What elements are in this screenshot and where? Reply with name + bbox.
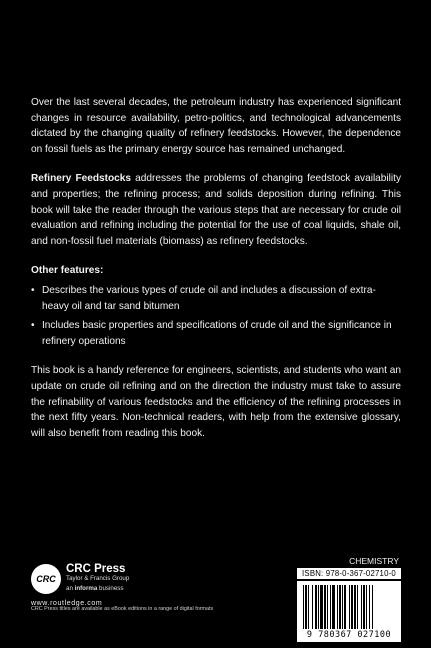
publisher-group: Taylor & Francis Group (66, 575, 130, 582)
barcode-bar (324, 585, 326, 629)
barcode-bar (354, 585, 356, 629)
barcode-bar (361, 585, 362, 629)
barcode-bar (369, 585, 370, 629)
barcode-bar (332, 585, 335, 629)
bullet-icon: • (31, 284, 35, 296)
back-cover-text (31, 95, 401, 455)
intro-paragraph: Over the last several decades, the petroleum industry has experienced significant changes in resource availability, petro-politics, and technological advancements dictated by the changing quality of refinery feedstocks. However, the dependence on fossil fuels as the primary energy source has remained unchanged. (31, 97, 401, 155)
subject-category: CHEMISTRY (349, 556, 399, 566)
isbn-label: ISBN: 978-0-367-02710-0 (297, 568, 401, 579)
barcode-area (297, 556, 401, 642)
crc-logo-icon: CRC (31, 564, 61, 594)
barcode-bar (351, 585, 353, 629)
list-item (31, 318, 401, 349)
audience-paragraph: This book is a handy reference for engineers, scientists, and students who want an update on crude oil refining and on the direction the industry must take to assure the refinability of various feedstocks and the efficiency of the refining processes in the next fifty years. Non-technical readers, with help from the extensive glossary, will also benefit from reading this book. (31, 365, 401, 439)
barcode-bar (330, 585, 331, 629)
ebook-note: CRC Press titles are available as eBook editions in a range of digital formats (31, 606, 214, 612)
barcode-bar (372, 585, 373, 629)
barcode-graphic (301, 585, 397, 629)
description-paragraph (31, 171, 401, 249)
barcode-bar (363, 585, 365, 629)
barcode-bar (357, 585, 358, 629)
barcode-bars-icon (300, 585, 398, 629)
publisher-block (31, 564, 251, 607)
publisher-name: CRC Press (66, 563, 126, 575)
feature-text: Includes basic properties and specifications of crude oil and the significance in refinery operations (42, 320, 392, 347)
barcode-bar (342, 585, 343, 629)
barcode-bar (327, 585, 328, 629)
list-item (31, 283, 401, 314)
barcode-bar (318, 585, 319, 629)
features-heading: Other features: (31, 265, 104, 277)
barcode-bar (305, 585, 307, 629)
publisher-logo (31, 564, 251, 594)
barcode-bar (308, 585, 309, 629)
bullet-icon: • (31, 320, 35, 332)
barcode (297, 581, 401, 642)
barcode-bar (366, 585, 367, 629)
features-list (31, 283, 401, 349)
barcode-digits: 9 780367 027100 (306, 630, 392, 640)
barcode-bar (344, 585, 346, 629)
barcode-bar (303, 585, 304, 629)
barcode-bar (315, 585, 317, 629)
book-title-inline: Refinery Feedstocks (31, 173, 132, 185)
feature-text: Describes the various types of crude oil and includes a discussion of extra-heavy oil and tar sand bitumen (42, 284, 376, 312)
barcode-bar (320, 585, 323, 629)
publisher-business: an informa business (66, 585, 124, 592)
barcode-bar (337, 585, 338, 629)
barcode-bar (312, 585, 313, 629)
description-text: addresses the problems of changing feedstock availability and properties; the refining process; and solids deposition during refining. This book will take the reader through the various steps that are necessary for crude oil evaluation and refining including the potential for the use of coal liquids, shale oil, and non-fossil fuel materials (biomass) as refinery feedstocks. (31, 173, 401, 247)
barcode-bar (349, 585, 350, 629)
barcode-bar (339, 585, 341, 629)
publisher-url: www.routledge.com (31, 600, 103, 607)
